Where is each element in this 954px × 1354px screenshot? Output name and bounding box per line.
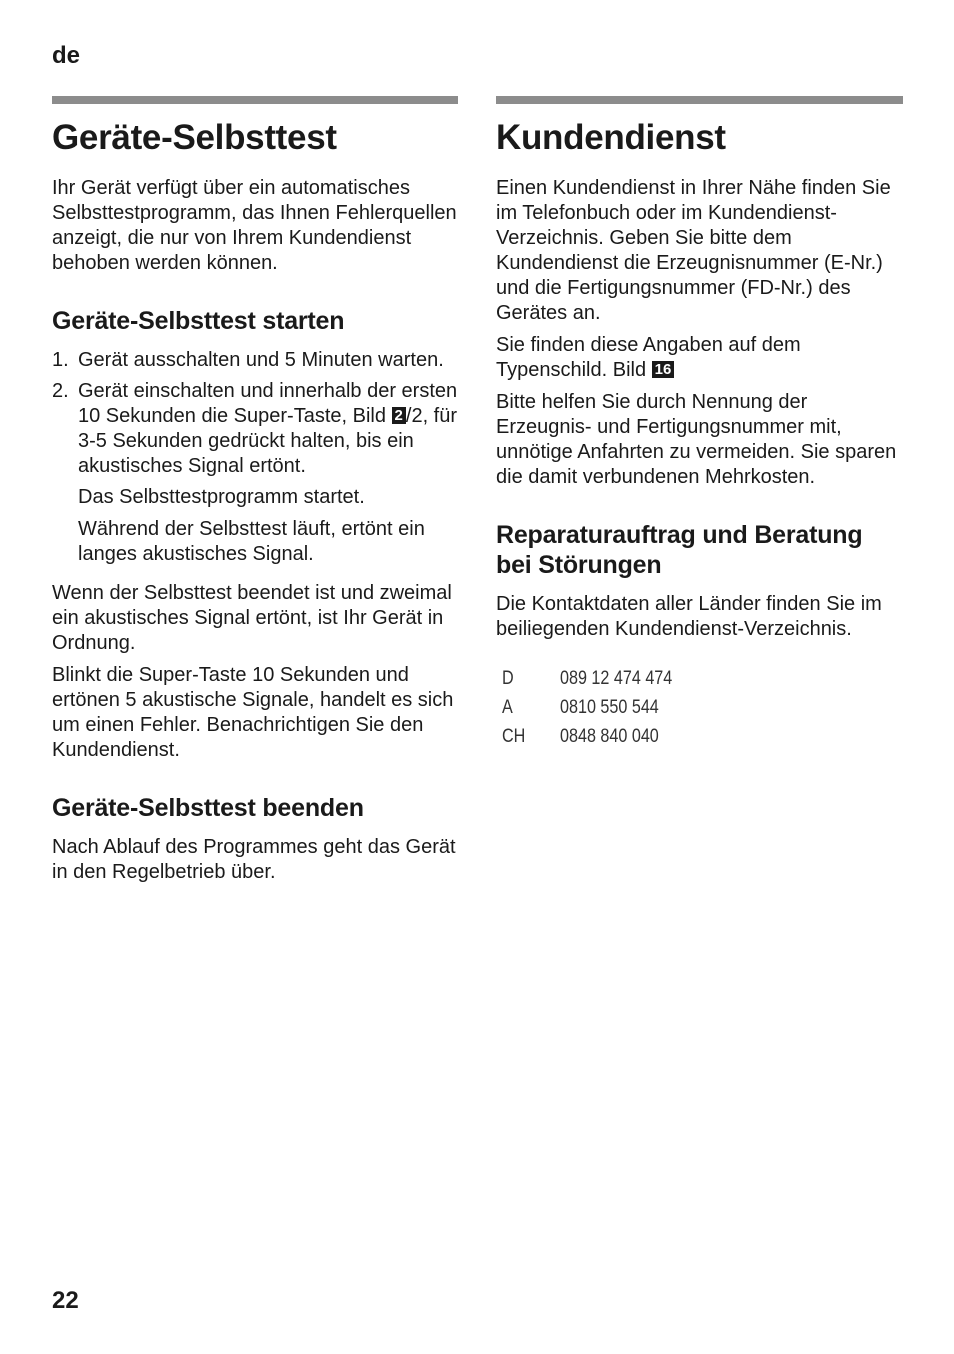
self-test-section [52,96,458,892]
repair-section [496,520,903,751]
customer-service-paragraph: Einen Kundendienst in Ihrer Nähe finden Sie im Telefonbuch oder im Kundendienst-Verzeichnis. Geben Sie bitte dem Kundendienst die Erzeugnisnummer (E-Nr.) und die Fertigungsnummer (FD-Nr.) des Gerätes an. [496,177,891,324]
self-test-error-paragraph: Blinkt die Super-Taste 10 Sekunden und ertönen 5 akustische Signale, handelt es sich um einen Fehler. Benachrichtigen Sie den Kundendienst. [52,664,454,761]
phone-number: 0848 840 040 [560,726,659,747]
country-code: CH [502,726,526,747]
section-rule [52,96,458,104]
table-row [502,722,692,751]
self-test-start-heading: Geräte-Selbsttest starten [52,307,345,335]
customer-service-paragraph: Bitte helfen Sie durch Nennung der Erzeugnis- und Fertigungsnummer mit, unnötige Anfahrten zu vermeiden. Sie sparen die damit verbundenen Mehrkosten. [496,391,897,488]
step-number: 2. [52,380,69,402]
repair-heading: Reparaturauftrag und Beratung bei Störungen [496,521,863,579]
figure-ref-badge: 2 [392,407,406,424]
self-test-end-text: Nach Ablauf des Programmes geht das Gerät in den Regelbetrieb über. [52,836,456,883]
type-plate-paragraph: Sie finden diese Angaben auf dem Typenschild. Bild 16 [496,334,801,381]
language-code: de [52,42,81,69]
step-text: Gerät einschalten und innerhalb der ersten 10 Sekunden die Super-Taste, Bild [78,380,458,427]
step-item [52,379,458,479]
self-test-ok-paragraph: Wenn der Selbsttest beendet ist und zweimal ein akustisches Signal ertönt, ist Ihr Gerät in Ordnung. [52,582,452,654]
phone-number: 089 12 474 474 [560,668,673,689]
self-test-title: Geräte-Selbsttest [52,118,337,157]
step-text: Gerät ausschalten und 5 Minuten warten. [78,349,444,371]
table-row [502,664,692,693]
customer-service-title: Kundendienst [496,118,726,157]
country-code: A [502,697,513,718]
contact-table [502,664,692,751]
phone-number: 0810 550 544 [560,697,659,718]
country-code: D [502,668,514,689]
step-number: 1. [52,349,69,371]
self-test-intro: Ihr Gerät verfügt über ein automatisches Selbsttestprogramm, das Ihnen Fehlerquellen anzeigt, die nur von Ihrem Kundendienst behoben werden können. [52,177,457,274]
self-test-start-section [52,306,458,763]
step-text-cont: /2, für 3-5 Sekunden gedrückt halten, bis ein akustisches Signal ertönt. [78,405,458,477]
page-number: 22 [52,1287,79,1314]
self-test-end-heading: Geräte-Selbsttest beenden [52,794,364,822]
customer-service-section [496,96,903,751]
step-result: Während der Selbsttest läuft, ertönt ein langes akustisches Signal. [78,518,425,565]
table-row [502,693,692,722]
step-item [52,348,458,373]
figure-ref-badge: 16 [652,361,675,378]
self-test-steps [52,348,458,479]
self-test-end-section [52,793,458,885]
repair-text: Die Kontaktdaten aller Länder finden Sie im beiliegenden Kundendienst-Verzeichnis. [496,593,882,640]
step-result: Das Selbsttestprogramm startet. [78,486,365,508]
section-rule [496,96,903,104]
